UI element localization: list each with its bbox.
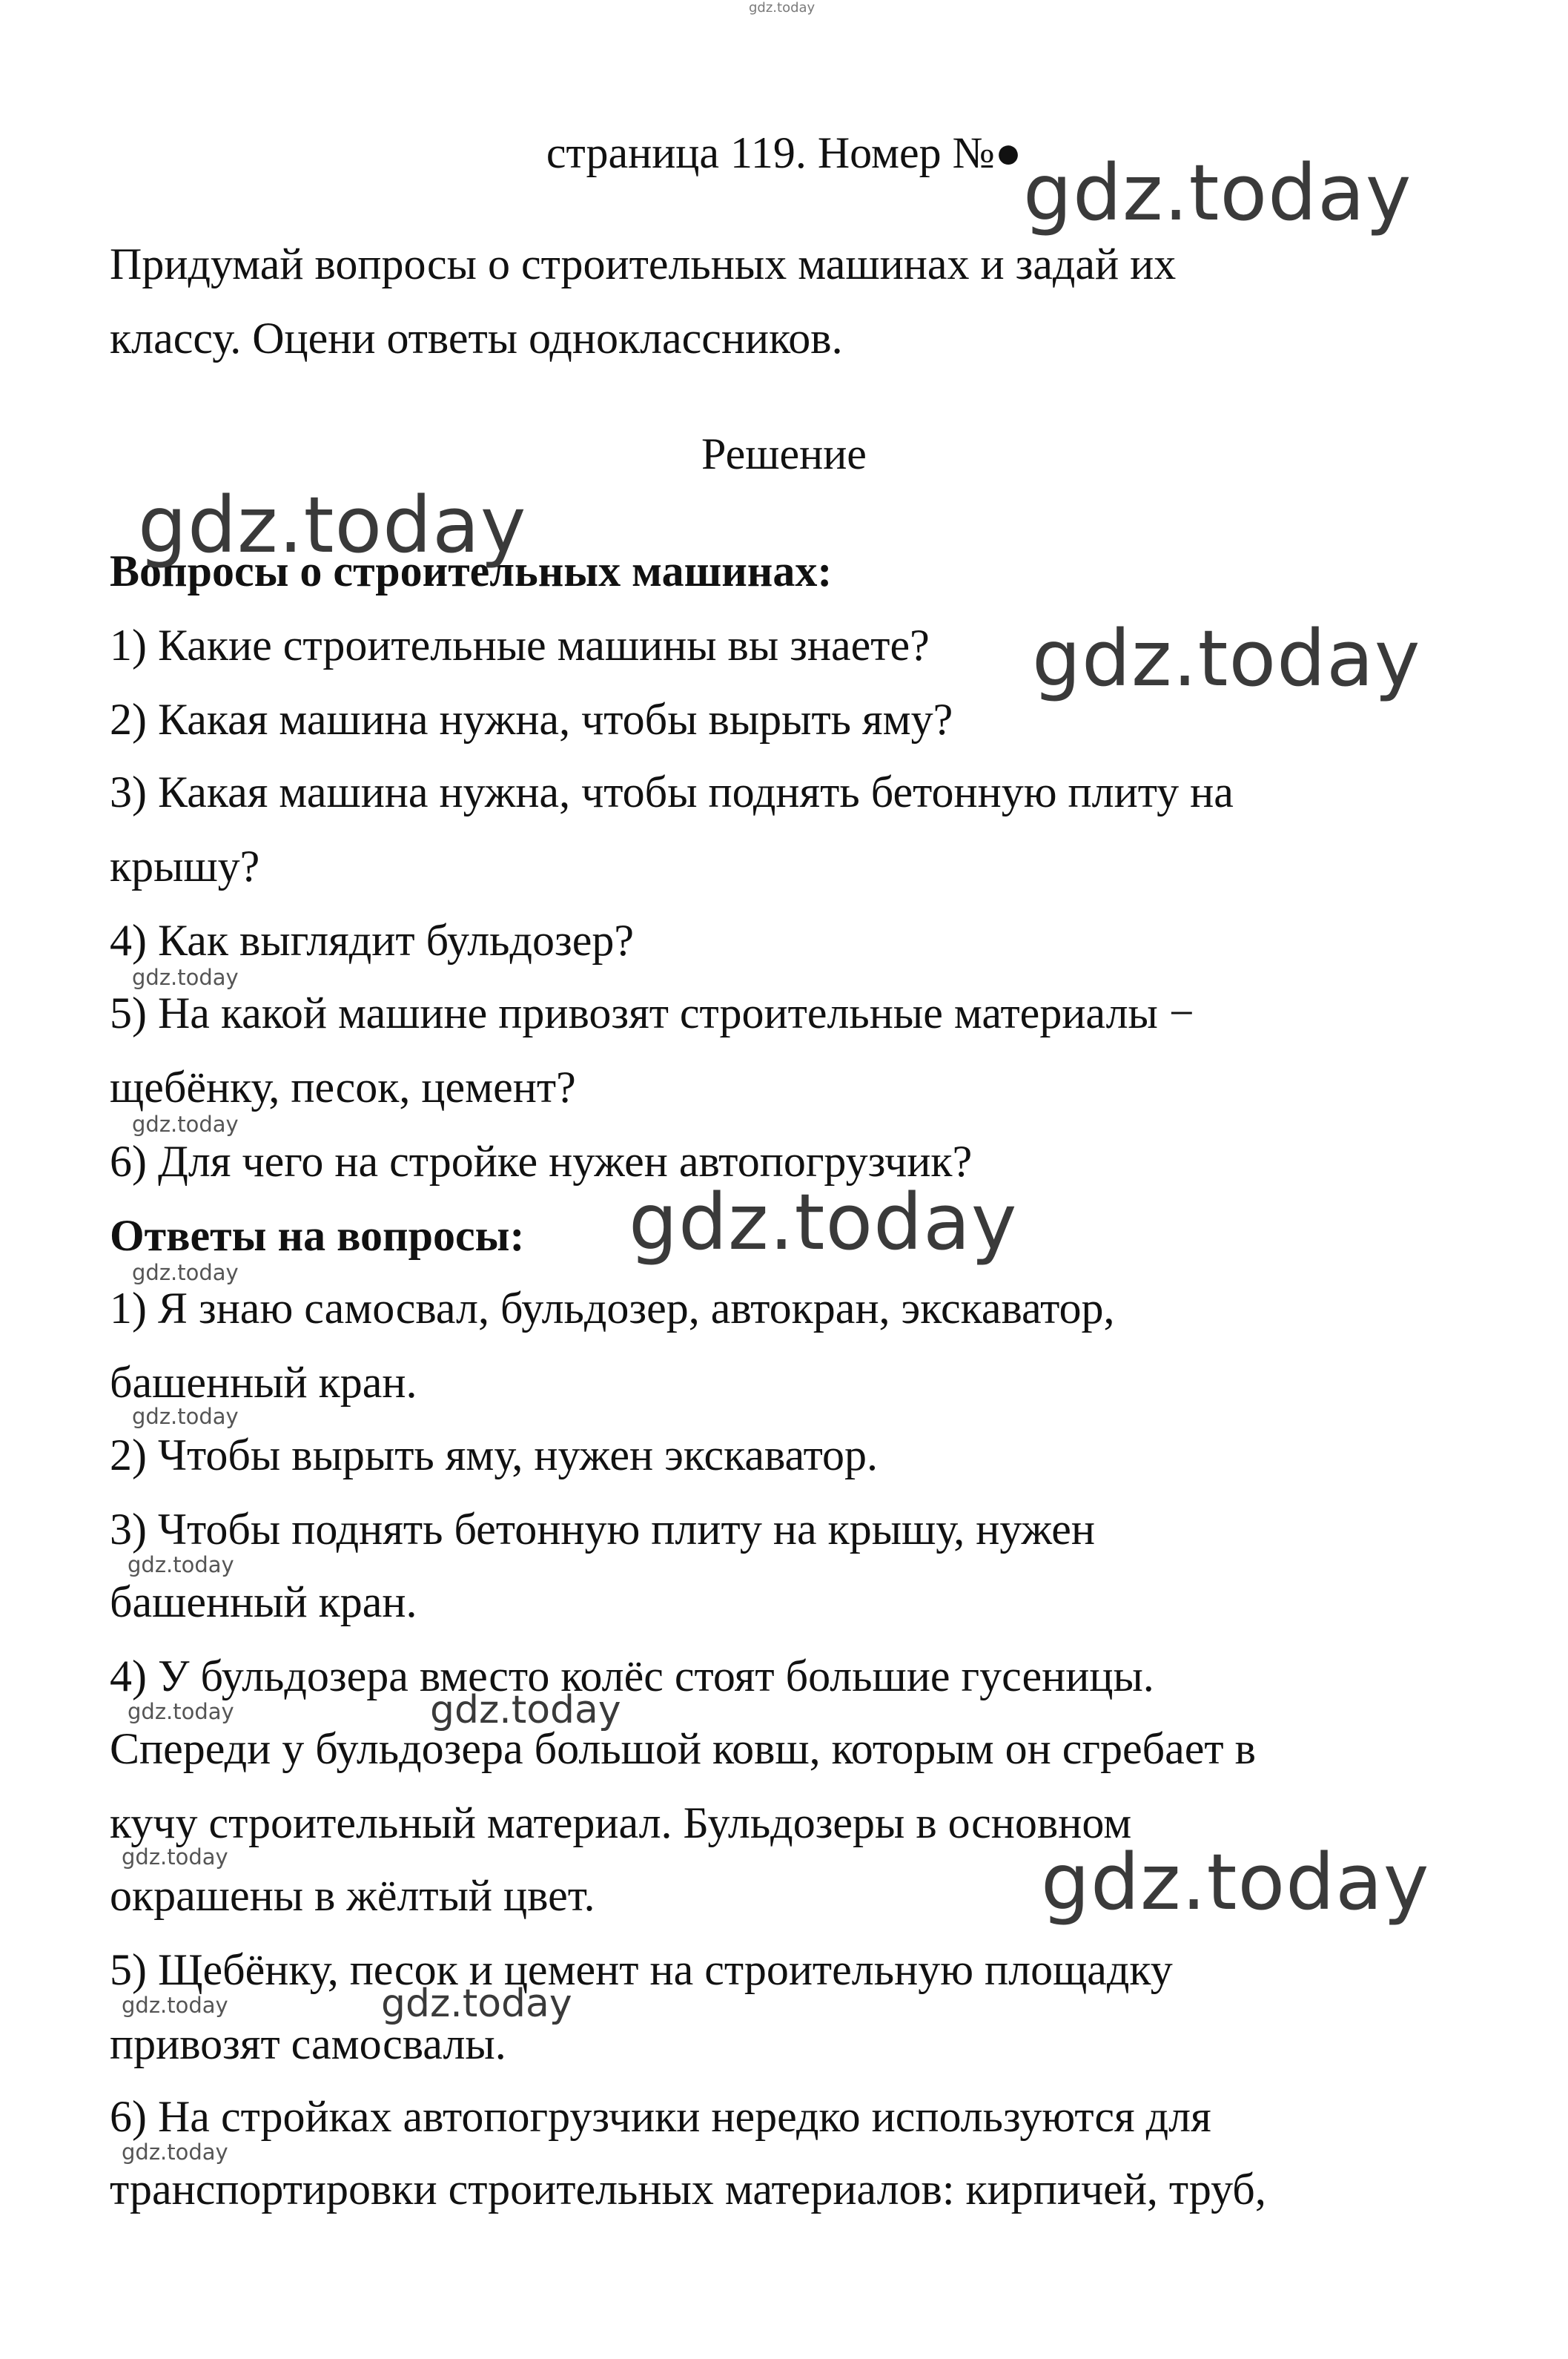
watermark-small: gdz.today bbox=[128, 1552, 234, 1577]
answer-line: 6) На стройках автопогрузчики нередко используются для bbox=[110, 2092, 1211, 2141]
watermark-small: gdz.today bbox=[132, 965, 239, 990]
watermark-large: gdz.today bbox=[138, 480, 527, 570]
answer-line: транспортировки строительных материалов: кирпичей, труб, bbox=[110, 2165, 1266, 2214]
task-line-1: Придумай вопросы о строительных машинах и задай их bbox=[110, 240, 1177, 288]
answer-line: 5) Щебёнку, песок и цемент на строительную площадку bbox=[110, 1945, 1173, 1994]
watermark-small: gdz.today bbox=[132, 1112, 239, 1137]
watermark-medium: gdz.today bbox=[381, 1982, 572, 2026]
answer-line: кучу строительный материал. Бульдозеры в основном bbox=[110, 1798, 1132, 1847]
question-line: 5) На какой машине привозят строительные материалы − bbox=[110, 989, 1194, 1037]
answer-line: окрашены в жёлтый цвет. bbox=[110, 1871, 595, 1920]
answer-line: 1) Я знаю самосвал, бульдозер, автокран, экскаватор, bbox=[110, 1284, 1115, 1333]
page-title: страница 119. Номер №● bbox=[546, 128, 1022, 177]
watermark-small: gdz.today bbox=[128, 1699, 234, 1724]
answer-line: 2) Чтобы вырыть яму, нужен экскаватор. bbox=[110, 1431, 879, 1479]
watermark-large: gdz.today bbox=[1023, 148, 1412, 238]
question-line: крышу? bbox=[110, 842, 260, 891]
watermark-small: gdz.today bbox=[122, 1993, 228, 2018]
answers-heading: Ответы на вопросы: bbox=[110, 1211, 525, 1260]
watermark-small: gdz.today bbox=[122, 1844, 228, 1870]
question-line: 1) Какие строительные машины вы знаете? bbox=[110, 621, 930, 670]
watermark-large: gdz.today bbox=[1032, 613, 1421, 704]
question-line: 2) Какая машина нужна, чтобы вырыть яму? bbox=[110, 695, 953, 744]
watermark-small: gdz.today bbox=[122, 2139, 228, 2165]
answer-line: башенный кран. bbox=[110, 1577, 417, 1626]
watermark-small: gdz.today bbox=[132, 1260, 239, 1285]
answer-line: 4) У бульдозера вместо колёс стоят большие гусеницы. bbox=[110, 1652, 1154, 1700]
answer-line: привозят самосвалы. bbox=[110, 2019, 506, 2068]
question-line: 6) Для чего на стройке нужен автопогрузчик? bbox=[110, 1137, 973, 1186]
questions-heading: Вопросы о строительных машинах: bbox=[110, 547, 833, 595]
answer-line: Спереди у бульдозера большой ковш, которым он сгребает в bbox=[110, 1724, 1256, 1773]
watermark-large: gdz.today bbox=[629, 1177, 1018, 1267]
question-line: 3) Какая машина нужна, чтобы поднять бетонную плиту на bbox=[110, 768, 1234, 816]
answer-line: 3) Чтобы поднять бетонную плиту на крышу, нужен bbox=[110, 1505, 1095, 1554]
answer-line: башенный кран. bbox=[110, 1358, 417, 1407]
solution-heading: Решение bbox=[701, 429, 867, 478]
watermark-small: gdz.today bbox=[132, 1404, 239, 1429]
task-line-2: классу. Оцени ответы одноклассников. bbox=[110, 314, 843, 363]
watermark-large: gdz.today bbox=[1041, 1837, 1430, 1927]
watermark-medium: gdz.today bbox=[430, 1688, 621, 1732]
question-line: щебёнку, песок, цемент? bbox=[110, 1063, 576, 1112]
question-line: 4) Как выглядит бульдозер? bbox=[110, 916, 634, 965]
watermark-top: gdz.today bbox=[749, 0, 816, 16]
